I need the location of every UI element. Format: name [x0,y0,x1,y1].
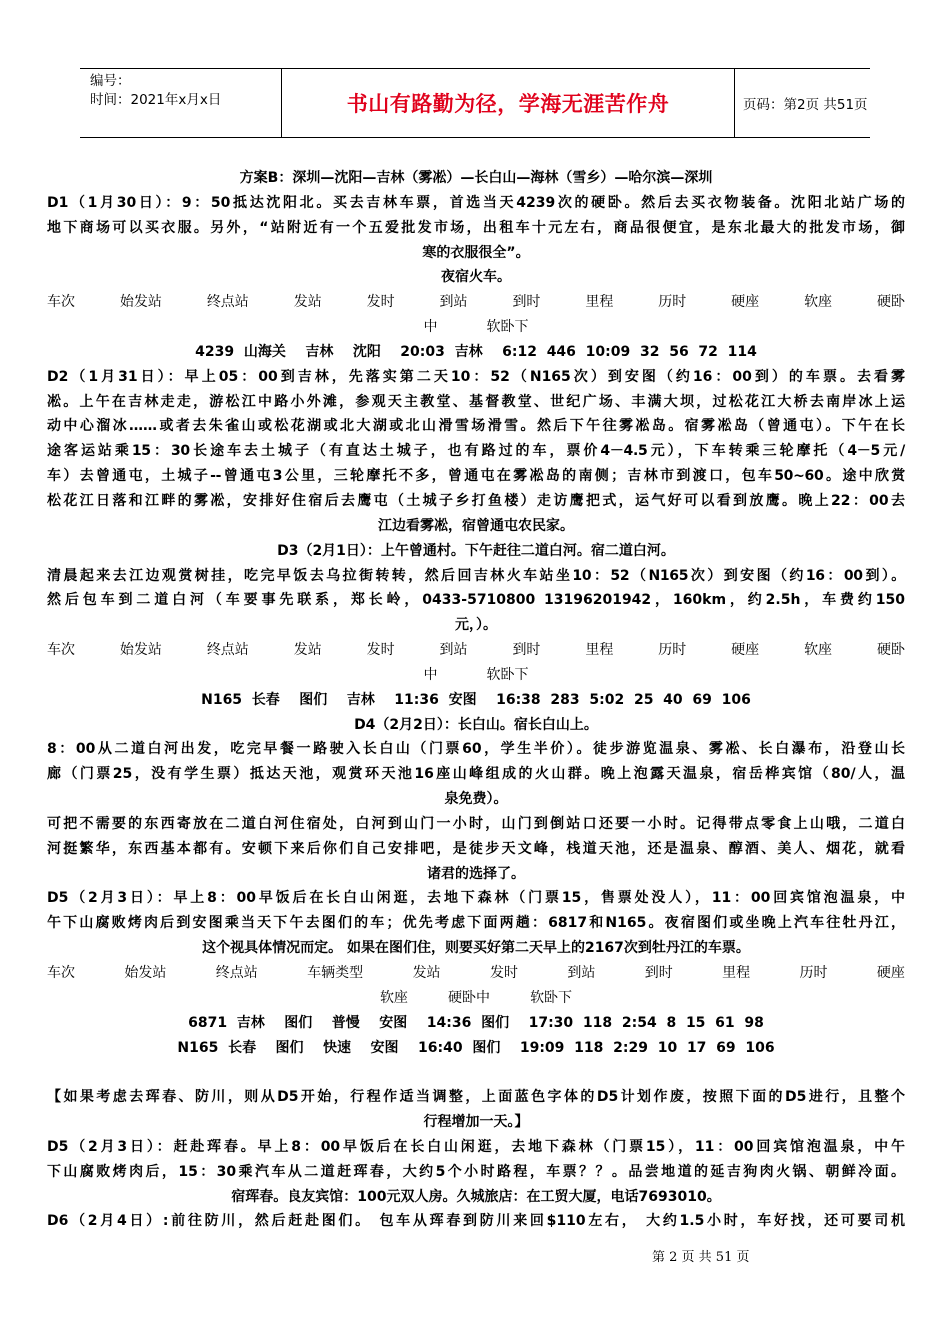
col-header: 发站 [293,294,322,311]
doc-time-label: 时间：2021年x月x日 [90,92,222,108]
paragraph-line: D5（2月3日）：赶赴珲春。早上8：00早饭后在长白山闲逛，去地下森林（门票15），11：00回宾馆泡温泉，中午 [47,1138,905,1155]
paragraph-line: 可把不需要的东西寄放在二道白河住宿处，白河到山门一小时，山门到倒站口还要一小时。记得带点零食上山哦，二道白 [47,815,905,832]
train-row: N165 长春 图们 快速 安图 16:40 图们 19:09 118 2:29 10 17 69 106 [177,1039,775,1056]
paragraph-line: 【如果考虑去珲春、防川，则从D5开始，行程作适当调整，上面蓝色字体的D5计划作废，按照下面的D5进行，且整个 [47,1089,905,1106]
col-header: 软座 [804,294,833,311]
col-header: 始发站 [119,642,162,659]
paragraph-line: D5（2月3日）：早上8：00早饭后在长白山闲逛，去地下森林（门票15，售票处没人），11：00回宾馆泡温泉，中 [47,890,905,907]
col-header: 历时 [658,642,687,659]
header-meta [80,69,281,137]
col-header: 终点站 [215,965,258,981]
col-header: 硬座 [876,965,905,981]
col-header: 始发站 [124,965,167,981]
paragraph-line: 江边看雾凇，宿曾通屯农民家。 [378,517,574,534]
paragraph-line: 行程增加一天。】 [423,1114,529,1131]
train-table-header-wrap [47,315,905,340]
col-header: 软卧下 [530,989,573,1006]
train-row: 6871 吉林 图们 普慢 安图 14:36 图们 17:30 118 2:54 8 15 61 98 [188,1014,764,1031]
paragraph-line: 这个视具体情况而定。 如果在图们住，则要买好第二天早上的2167次到牡丹江的车票。 [202,940,750,957]
page-header [80,68,870,138]
train-table-header-wrap [47,986,905,1011]
paragraph-line: 夜宿火车。 [441,269,511,286]
col-header: 车次 [47,294,75,311]
paragraph-line: 宿珲春。良友宾馆：100元双人房。久城旅店：在工贸大厦，电话7693010。 [231,1188,721,1205]
paragraph-line: 廊（门票25，没有学生票）抵达天池，观赏环天池16座山峰组成的火山群。晚上泡露天温泉，宿岳桦宾馆（80/人，温 [47,766,905,783]
page-footer: 第 2 页 共 51 页 [652,1250,750,1265]
col-header: 硬卧中 [448,989,490,1006]
col-header: 里程 [585,642,614,659]
col-header: 里程 [585,294,614,311]
paragraph-line: 车）去曾通屯，土城子--曾通屯3公里，三轮摩托不多，曾通屯在雾凇岛的南侧；吉林市到渡口，包车50~60。途中欣赏 [47,468,905,485]
paragraph-line: D2（1月31日）：早上05：00到吉林，先落实第二天10：52（N165次）到安图（约16：00到）的车票。去看雾 [47,368,905,385]
col-header: 终点站 [206,294,249,311]
train-row: 4239 山海关 吉林 沈阳 20:03 吉林 6:12 446 10:09 32 56 72 114 [195,343,757,360]
paragraph-line: 泉免费）。 [444,791,508,808]
col-header: 到站 [439,294,468,311]
paragraph-line: D1（1月30日）：9：50抵达沈阳北。买去吉林车票，首选当天4239次的硬卧。然后去买衣物装备。沈阳北站广场的 [47,194,905,211]
paragraph-line: 清晨起来去江边观赏树挂，吃完早饭去乌拉街转转，然后回吉林火车站坐10：52（N165次）到安图（约16：00到）。 [47,567,905,584]
paragraph-line: 凇。上午在吉林走走，游松江中路小外滩，参观天主教堂、基督教堂、世纪广场、丰满大坝，过松花江大桥去南岸冰上运 [47,393,905,410]
col-header: 硬座 [731,294,760,311]
col-header: 车次 [47,965,75,981]
document-body [47,166,905,1234]
paragraph-line: 8：00从二道白河出发，吃完早餐一路驶入长白山（门票60，学生半价）。徒步游览温泉、雾凇、长白瀑布，沿登山长 [47,741,905,758]
paragraph-line: 松花江日落和江畔的雾凇，安排好住宿后去鹰屯（土城子乡打鱼楼）走访鹰把式，运气好可以看到放鹰。晚上22：00去 [47,492,905,509]
paragraph-line: 元，）。 [455,617,497,634]
spacer [47,1060,905,1085]
col-header: 中 [423,319,438,336]
paragraph-line: 午下山腐败烤肉后到安图乘当天下午去图们的车；优先考虑下面两趟：6817和N165。夜宿图们或坐晚上汽车往牡丹江， [47,915,905,932]
header-page-number [735,69,870,137]
col-header: 始发站 [119,294,162,311]
plan-title: 方案B：深圳—沈阳—吉林（雾凇）—长白山—海林（雪乡）—哈尔滨—深圳 [239,170,713,186]
motto-text: 书山有路勤为径，学海无涯苦作舟 [346,92,670,116]
header-motto [281,69,735,137]
col-header: 发站 [293,642,322,659]
col-header: 硬卧 [876,642,905,659]
train-table-header [47,638,905,663]
train-table-header [47,290,905,315]
col-header: 发站 [412,965,441,981]
paragraph-line: 然后包车到二道白河（车要事先联系，郑长岭，0433-5710800 13196201942，160km，约2.5h，车费约150 [47,592,905,609]
col-header: 软卧下 [486,319,529,336]
col-header: 硬座 [731,642,760,659]
doc-number-label: 编号： [90,73,131,89]
col-header: 历时 [658,294,687,311]
col-header: 发时 [366,294,395,311]
day-heading: D3（2月1日）：上午曾通村。下午赶往二道白河。宿二道白河。 [277,542,675,559]
paragraph-line: 地下商场可以买衣服。另外，“站附近有一个五爱批发市场，出租车十元左右，商品很便宜，是东北最大的批发市场，御 [47,219,905,236]
day-heading: D4（2月2日）：长白山。宿长白山上。 [354,716,598,733]
col-header: 软座 [379,989,408,1006]
col-header: 终点站 [206,642,249,659]
col-header: 车次 [47,642,75,659]
col-header: 软卧下 [486,666,529,683]
paragraph-line: 下山腐败烤肉后，15：30乘汽车从二道赶珲春，大约5个小时路程，车票？？。品尝地道的延吉狗肉火锅、朝鲜冷面。 [47,1163,905,1180]
col-header: 到站 [567,965,596,981]
train-table-header [47,961,905,986]
col-header: 发时 [366,642,395,659]
col-header: 软座 [804,642,833,659]
train-table-header-wrap [47,663,905,688]
col-header: 里程 [722,965,751,981]
paragraph-line: 动中心溜冰……或者去朱雀山或松花湖或北大湖或北山滑雪场滑雪。然后下午往雾凇岛。宿雾凇岛（曾通屯）。下午在长 [47,418,905,435]
col-header: 中 [423,666,438,683]
col-header: 硬卧 [876,294,905,311]
page-number-label: 页码：第2页 共51页 [743,97,868,113]
col-header: 到时 [512,642,541,659]
col-header: 到时 [512,294,541,311]
paragraph-line: 寒的衣服很全”。 [422,244,530,261]
train-row: N165 长春 图们 吉林 11:36 安图 16:38 283 5:02 25 40 69 106 [201,691,751,708]
col-header: 到时 [644,965,673,981]
col-header: 发时 [489,965,518,981]
paragraph-line: 河挺繁华，东西基本都有。安顿下来后你们自己安排吧，是徒步天文峰，栈道天池，还是温泉、醇酒、美人、烟花，就看 [47,840,905,857]
col-header: 历时 [799,965,828,981]
col-header: 车辆类型 [307,965,364,981]
paragraph-line: D6（2月4日）:前往防川，然后赶赴图们。 包车从珲春到防川来回$110左右， 大约1.5小时，车好找，还可要司机 [47,1213,905,1230]
col-header: 到站 [439,642,468,659]
paragraph-line: 途客运站乘15：30长途车去土城子（有直达土城子，也有路过的车，票价4－4.5元），下车转乘三轮摩托（4－5元/ [47,443,905,460]
paragraph-line: 诸君的选择了。 [427,865,525,882]
